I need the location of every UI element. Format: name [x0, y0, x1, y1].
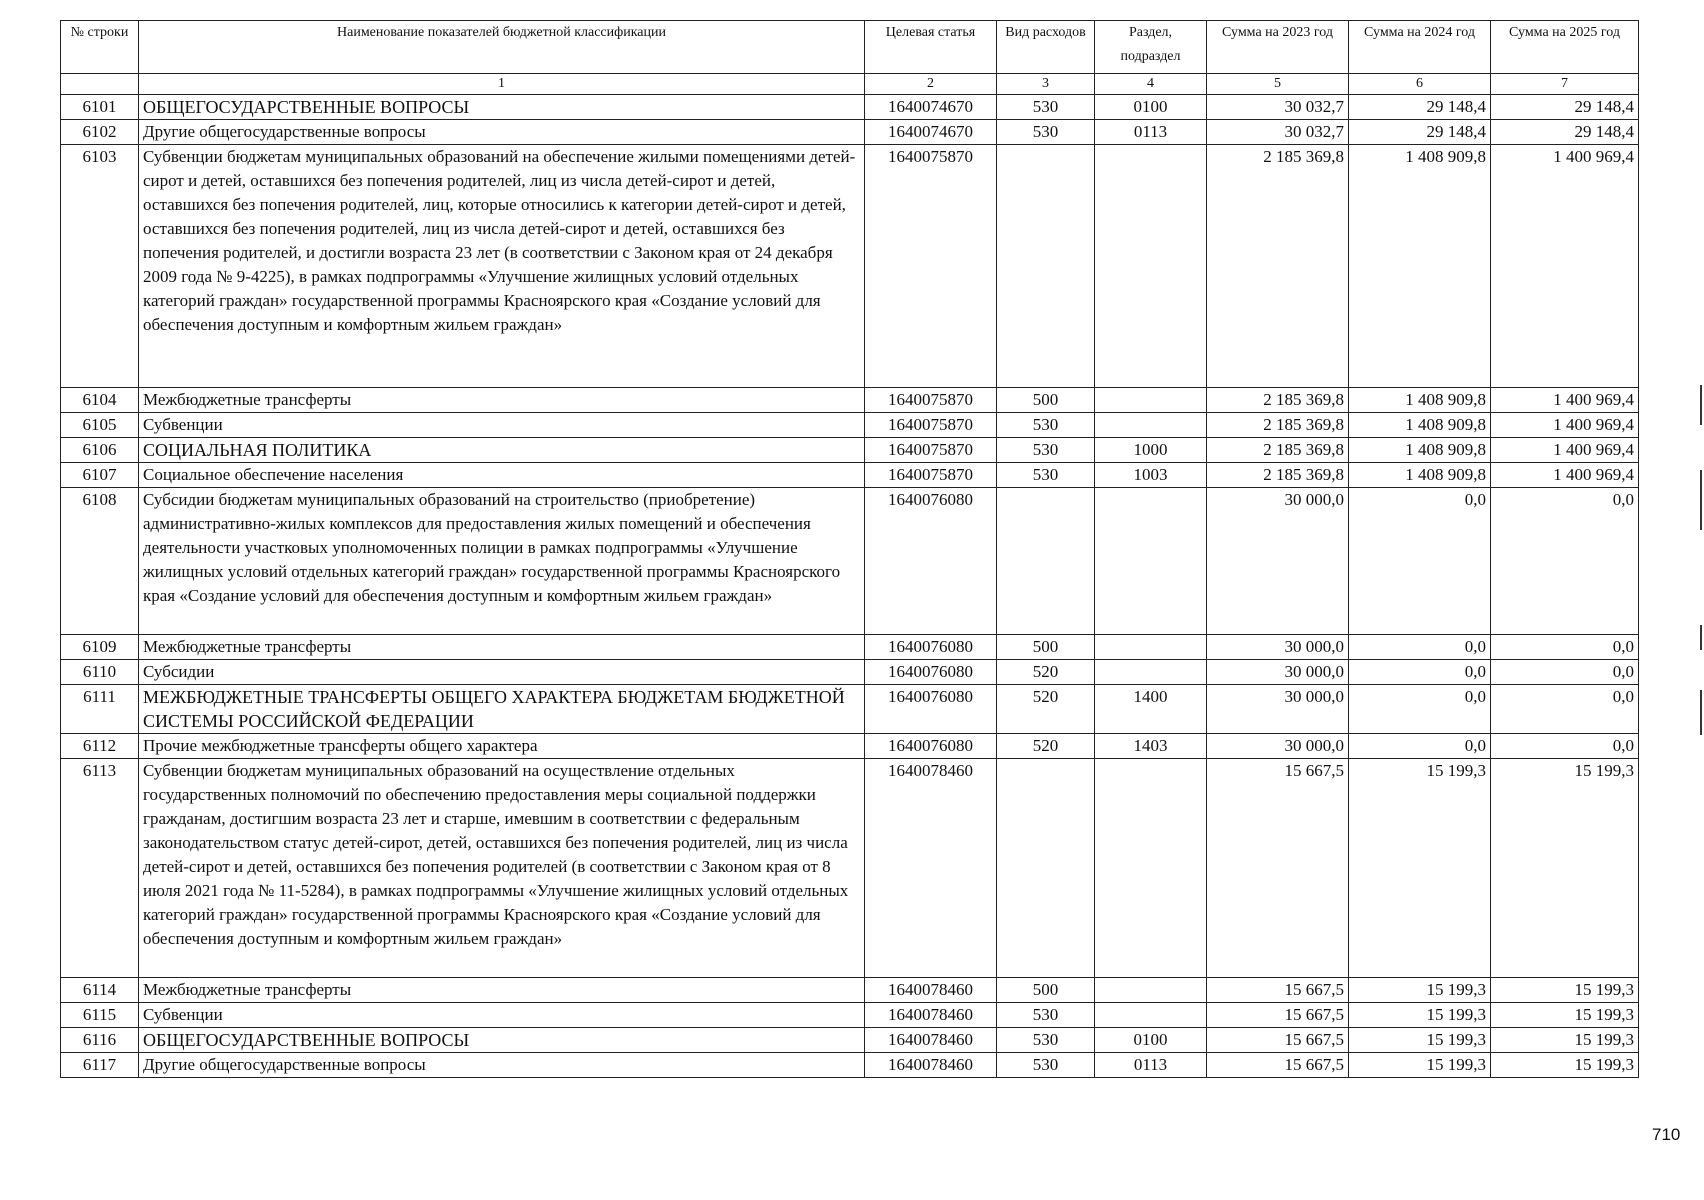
column-number: 7 [1491, 74, 1639, 95]
row-sum-2024: 15 199,3 [1349, 1028, 1491, 1053]
row-name: Субсидии [139, 660, 865, 685]
row-sum-2024: 0,0 [1349, 488, 1491, 635]
row-target-article: 1640074670 [865, 95, 997, 120]
row-sum-2025: 15 199,3 [1491, 978, 1639, 1003]
table-header [61, 21, 1639, 95]
row-number: 6114 [61, 978, 139, 1003]
row-section: 1003 [1095, 463, 1207, 488]
row-section [1095, 1003, 1207, 1028]
row-sum-2025: 0,0 [1491, 734, 1639, 759]
row-number: 6117 [61, 1053, 139, 1078]
row-sum-2023: 30 032,7 [1207, 120, 1349, 145]
table-row [61, 388, 1639, 413]
row-target-article: 1640075870 [865, 388, 997, 413]
header-row-no: № строки [61, 21, 139, 74]
row-sum-2023: 2 185 369,8 [1207, 388, 1349, 413]
row-sum-2024: 1 408 909,8 [1349, 438, 1491, 463]
header-name: Наименование показателей бюджетной классификации [139, 21, 865, 74]
row-section: 1000 [1095, 438, 1207, 463]
row-sum-2025: 15 199,3 [1491, 1053, 1639, 1078]
row-name: СОЦИАЛЬНАЯ ПОЛИТИКА [139, 438, 865, 463]
row-number: 6107 [61, 463, 139, 488]
row-expense-type: 530 [997, 463, 1095, 488]
table-row [61, 734, 1639, 759]
header-expense-type: Вид расходов [997, 21, 1095, 74]
row-expense-type [997, 488, 1095, 635]
column-number: 1 [139, 74, 865, 95]
row-target-article: 1640076080 [865, 660, 997, 685]
row-target-article: 1640074670 [865, 120, 997, 145]
row-number: 6111 [61, 685, 139, 734]
budget-table [60, 20, 1639, 1078]
row-number: 6105 [61, 413, 139, 438]
row-expense-type [997, 145, 1095, 388]
row-sum-2023: 15 667,5 [1207, 1028, 1349, 1053]
row-number: 6108 [61, 488, 139, 635]
row-section [1095, 978, 1207, 1003]
scan-edge-mark [1700, 625, 1702, 650]
row-target-article: 1640076080 [865, 635, 997, 660]
row-sum-2024: 15 199,3 [1349, 978, 1491, 1003]
row-sum-2025: 15 199,3 [1491, 1028, 1639, 1053]
row-expense-type: 530 [997, 120, 1095, 145]
row-sum-2024: 15 199,3 [1349, 759, 1491, 978]
row-target-article: 1640075870 [865, 145, 997, 388]
row-number: 6113 [61, 759, 139, 978]
row-sum-2024: 0,0 [1349, 660, 1491, 685]
row-sum-2024: 1 408 909,8 [1349, 413, 1491, 438]
row-target-article: 1640076080 [865, 734, 997, 759]
row-sum-2025: 15 199,3 [1491, 1003, 1639, 1028]
header-sum-2025: Сумма на 2025 год [1491, 21, 1639, 74]
header-sum-2024: Сумма на 2024 год [1349, 21, 1491, 74]
column-number: 2 [865, 74, 997, 95]
row-section: 0113 [1095, 1053, 1207, 1078]
column-number: 5 [1207, 74, 1349, 95]
header-sum-2023: Сумма на 2023 год [1207, 21, 1349, 74]
row-sum-2025: 0,0 [1491, 488, 1639, 635]
row-sum-2024: 15 199,3 [1349, 1053, 1491, 1078]
row-sum-2023: 15 667,5 [1207, 759, 1349, 978]
row-sum-2025: 0,0 [1491, 685, 1639, 734]
row-expense-type: 500 [997, 635, 1095, 660]
row-sum-2023: 2 185 369,8 [1207, 145, 1349, 388]
row-expense-type: 530 [997, 438, 1095, 463]
row-sum-2023: 15 667,5 [1207, 1053, 1349, 1078]
row-expense-type: 520 [997, 685, 1095, 734]
row-target-article: 1640078460 [865, 759, 997, 978]
row-number: 6110 [61, 660, 139, 685]
row-number: 6101 [61, 95, 139, 120]
row-expense-type: 500 [997, 388, 1095, 413]
column-number [61, 74, 139, 95]
row-name: ОБЩЕГОСУДАРСТВЕННЫЕ ВОПРОСЫ [139, 95, 865, 120]
table-row [61, 488, 1639, 635]
row-expense-type: 530 [997, 95, 1095, 120]
row-number: 6103 [61, 145, 139, 388]
row-name: Другие общегосударственные вопросы [139, 120, 865, 145]
row-sum-2023: 2 185 369,8 [1207, 438, 1349, 463]
table-row [61, 759, 1639, 978]
row-number: 6109 [61, 635, 139, 660]
row-sum-2024: 1 408 909,8 [1349, 463, 1491, 488]
row-number: 6116 [61, 1028, 139, 1053]
column-numbers-row [61, 74, 1639, 95]
row-section: 0100 [1095, 95, 1207, 120]
row-expense-type: 530 [997, 1028, 1095, 1053]
row-expense-type [997, 759, 1095, 978]
row-expense-type: 530 [997, 1053, 1095, 1078]
row-sum-2023: 30 000,0 [1207, 660, 1349, 685]
scan-edge-mark [1700, 690, 1702, 735]
row-expense-type: 520 [997, 660, 1095, 685]
row-sum-2023: 30 032,7 [1207, 95, 1349, 120]
row-target-article: 1640076080 [865, 685, 997, 734]
row-name: Субвенции [139, 413, 865, 438]
column-number: 4 [1095, 74, 1207, 95]
row-number: 6102 [61, 120, 139, 145]
budget-document [60, 20, 1638, 1078]
row-sum-2023: 30 000,0 [1207, 488, 1349, 635]
row-name: ОБЩЕГОСУДАРСТВЕННЫЕ ВОПРОСЫ [139, 1028, 865, 1053]
row-expense-type: 530 [997, 1003, 1095, 1028]
row-sum-2025: 15 199,3 [1491, 759, 1639, 978]
page-number: 710 [1652, 1125, 1681, 1144]
row-sum-2023: 2 185 369,8 [1207, 463, 1349, 488]
row-number: 6112 [61, 734, 139, 759]
row-sum-2025: 1 400 969,4 [1491, 438, 1639, 463]
row-sum-2023: 15 667,5 [1207, 978, 1349, 1003]
row-sum-2024: 0,0 [1349, 734, 1491, 759]
row-target-article: 1640078460 [865, 1053, 997, 1078]
row-sum-2025: 1 400 969,4 [1491, 463, 1639, 488]
header-section: Раздел, подраздел [1095, 21, 1207, 74]
row-sum-2024: 29 148,4 [1349, 120, 1491, 145]
row-sum-2024: 0,0 [1349, 685, 1491, 734]
row-sum-2024: 1 408 909,8 [1349, 145, 1491, 388]
row-sum-2025: 0,0 [1491, 660, 1639, 685]
table-row [61, 95, 1639, 120]
row-section [1095, 488, 1207, 635]
table-row [61, 438, 1639, 463]
row-target-article: 1640078460 [865, 978, 997, 1003]
row-target-article: 1640078460 [865, 1003, 997, 1028]
row-section [1095, 635, 1207, 660]
row-target-article: 1640075870 [865, 438, 997, 463]
row-name: Социальное обеспечение населения [139, 463, 865, 488]
row-sum-2024: 0,0 [1349, 635, 1491, 660]
row-target-article: 1640075870 [865, 463, 997, 488]
row-name: Межбюджетные трансферты [139, 388, 865, 413]
row-name: Субвенции бюджетам муниципальных образований на обеспечение жилыми помещениями детей-сирот и детей, оставшихся без попечения родителей, лиц из числа детей-сирот и детей, оставшихся без попечения родителей, лиц, которые относились к категории детей-сирот и детей, оставшихся без попечения родителей, лиц из числа детей-сирот и детей, оставшихся без попечения родителей, и достигли возраста 23 лет (в соответствии с Законом края от 24 декабря 2009 года № 9-4225), в рамках подпрограммы «Улучшение жилищных условий отдельных категорий граждан» государственной программы Красноярского края «Создание условий для обеспечения доступным и комфортным жильем граждан» [139, 145, 865, 388]
table-row [61, 660, 1639, 685]
table-row [61, 413, 1639, 438]
table-row [61, 1053, 1639, 1078]
row-target-article: 1640078460 [865, 1028, 997, 1053]
scan-edge-mark [1700, 385, 1702, 425]
row-sum-2025: 1 400 969,4 [1491, 388, 1639, 413]
row-expense-type: 500 [997, 978, 1095, 1003]
row-sum-2023: 30 000,0 [1207, 635, 1349, 660]
row-name: Межбюджетные трансферты [139, 978, 865, 1003]
row-sum-2024: 29 148,4 [1349, 95, 1491, 120]
table-body [61, 95, 1639, 1078]
row-name: Другие общегосударственные вопросы [139, 1053, 865, 1078]
row-sum-2023: 2 185 369,8 [1207, 413, 1349, 438]
header-target: Целевая статья [865, 21, 997, 74]
row-name: Субвенции [139, 1003, 865, 1028]
row-target-article: 1640076080 [865, 488, 997, 635]
table-row [61, 145, 1639, 388]
table-row [61, 463, 1639, 488]
scan-edge-mark [1700, 470, 1702, 530]
column-number: 6 [1349, 74, 1491, 95]
table-row [61, 120, 1639, 145]
table-row [61, 635, 1639, 660]
table-row [61, 978, 1639, 1003]
row-section: 0100 [1095, 1028, 1207, 1053]
row-section [1095, 388, 1207, 413]
row-number: 6104 [61, 388, 139, 413]
row-sum-2023: 30 000,0 [1207, 734, 1349, 759]
row-name: Субсидии бюджетам муниципальных образований на строительство (приобретение) административно-жилых комплексов для предоставления жилых помещений и обеспечения деятельности участковых уполномоченных полиции в рамках подпрограммы «Улучшение жилищных условий отдельных категорий граждан» государственной программы Красноярского края «Создание условий для обеспечения доступным и комфортным жильем граждан» [139, 488, 865, 635]
row-name: Субвенции бюджетам муниципальных образований на осуществление отдельных государственных полномочий по обеспечению предоставления меры социальной поддержки гражданам, достигшим возраста 23 лет и старше, имевшим в соответствии с федеральным законодательством статус детей-сирот, детей, оставшихся без попечения родителей, лиц из числа детей-сирот и детей, оставшихся без попечения родителей (в соответствии с Законом края от 8 июля 2021 года № 11-5284), в рамках подпрограммы «Улучшение жилищных условий отдельных категорий граждан» государственной программы Красноярского края «Создание условий для обеспечения доступным и комфортным жильем граждан» [139, 759, 865, 978]
row-section [1095, 660, 1207, 685]
row-sum-2024: 15 199,3 [1349, 1003, 1491, 1028]
row-sum-2025: 1 400 969,4 [1491, 413, 1639, 438]
row-sum-2023: 15 667,5 [1207, 1003, 1349, 1028]
row-section [1095, 759, 1207, 978]
row-section: 1400 [1095, 685, 1207, 734]
row-sum-2025: 29 148,4 [1491, 120, 1639, 145]
row-number: 6106 [61, 438, 139, 463]
table-row [61, 1028, 1639, 1053]
table-row [61, 1003, 1639, 1028]
row-name: Межбюджетные трансферты [139, 635, 865, 660]
row-name: МЕЖБЮДЖЕТНЫЕ ТРАНСФЕРТЫ ОБЩЕГО ХАРАКТЕРА БЮДЖЕТАМ БЮДЖЕТНОЙ СИСТЕМЫ РОССИЙСКОЙ ФЕДЕРАЦИИ [139, 685, 865, 734]
row-section [1095, 145, 1207, 388]
row-number: 6115 [61, 1003, 139, 1028]
column-number: 3 [997, 74, 1095, 95]
table-row [61, 685, 1639, 734]
row-sum-2024: 1 408 909,8 [1349, 388, 1491, 413]
row-sum-2025: 1 400 969,4 [1491, 145, 1639, 388]
row-sum-2025: 0,0 [1491, 635, 1639, 660]
row-section [1095, 413, 1207, 438]
row-name: Прочие межбюджетные трансферты общего характера [139, 734, 865, 759]
row-expense-type: 530 [997, 413, 1095, 438]
row-section: 1403 [1095, 734, 1207, 759]
row-expense-type: 520 [997, 734, 1095, 759]
row-sum-2025: 29 148,4 [1491, 95, 1639, 120]
row-section: 0113 [1095, 120, 1207, 145]
row-sum-2023: 30 000,0 [1207, 685, 1349, 734]
row-target-article: 1640075870 [865, 413, 997, 438]
